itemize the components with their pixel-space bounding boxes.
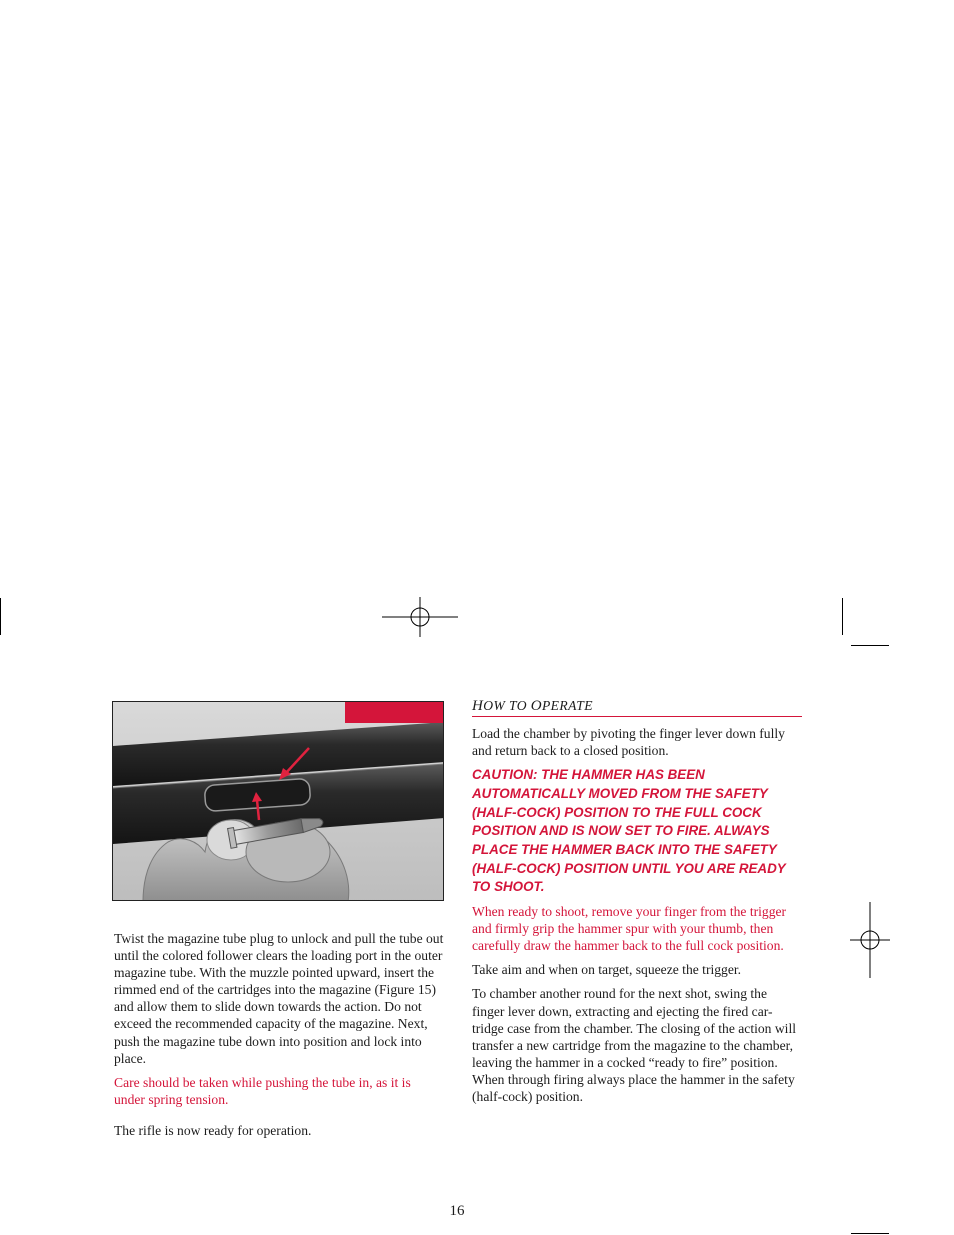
page-number: 16: [449, 1203, 465, 1219]
caution-notice: CAUTION: THE HAMMER HAS BEEN AUTOMATICALLY MOVED FROM THE SAFETY (HALF-COCK) POSITION TO THE FULL COCK POSITION AND IS NOW SET TO FIRE. ALWAYS PLACE THE HAMMER BACK INTO THE SAFETY (HALF-COCK) POSITION UNTIL YOU ARE READY TO SHOOT.: [472, 767, 786, 895]
crop-mark-left-vertical: [0, 598, 1, 635]
section-heading: HOW TO OPERATE: [472, 697, 802, 717]
crop-mark-right-horizontal-bottom: [851, 1233, 889, 1234]
ready-for-operation-text: The rifle is now ready for operation.: [114, 1122, 312, 1138]
registration-mark-right-icon: [832, 902, 908, 978]
magazine-loading-paragraph: Twist the magazine tube plug to unlock and pull the tube out until the colored follower clears the loading port in the outer magazine tube. With the muzzle pointed upward, insert the rimmed end of the cartridges into the magazine (Figure 15) and allow them to slide down towards the action. Do not exceed the recommended capacity of the magazine. Next, push the magazine tube down into position and lock into place.: [114, 931, 444, 1066]
chamber-next-round-paragraph: To chamber another round for the next shot, swing the finger lever down, extracting and ejecting the fired car-tridge case from the chamber. The closing of the action will transfer a new cartridge from the magazine to the chamber, leaving the hammer in a cocked “ready to fire” position. When through firing always place the hammer in the safety (half-cock) position.: [472, 986, 797, 1105]
figure-15-photo: [112, 701, 444, 901]
registration-mark-icon: [382, 579, 458, 655]
crop-mark-right-vertical: [842, 598, 843, 635]
hammer-warning-paragraph: When ready to shoot, remove your finger from the trigger and firmly grip the hammer spur with your thumb, then carefully draw the hammer back to the full cock position.: [472, 904, 787, 954]
spring-tension-warning: Care should be taken while pushing the tube in, as it is under spring tension.: [114, 1074, 411, 1107]
figure-color-tag: [345, 702, 443, 723]
right-column: [472, 697, 802, 1112]
aim-paragraph: Take aim and when on target, squeeze the trigger.: [472, 962, 742, 978]
crop-mark-right-horizontal-top: [851, 645, 889, 646]
magazine-loading-illustration: [113, 702, 444, 901]
load-chamber-paragraph: Load the chamber by pivoting the finger lever down fully and return back to a closed position.: [472, 726, 785, 759]
left-column: [114, 930, 444, 1146]
